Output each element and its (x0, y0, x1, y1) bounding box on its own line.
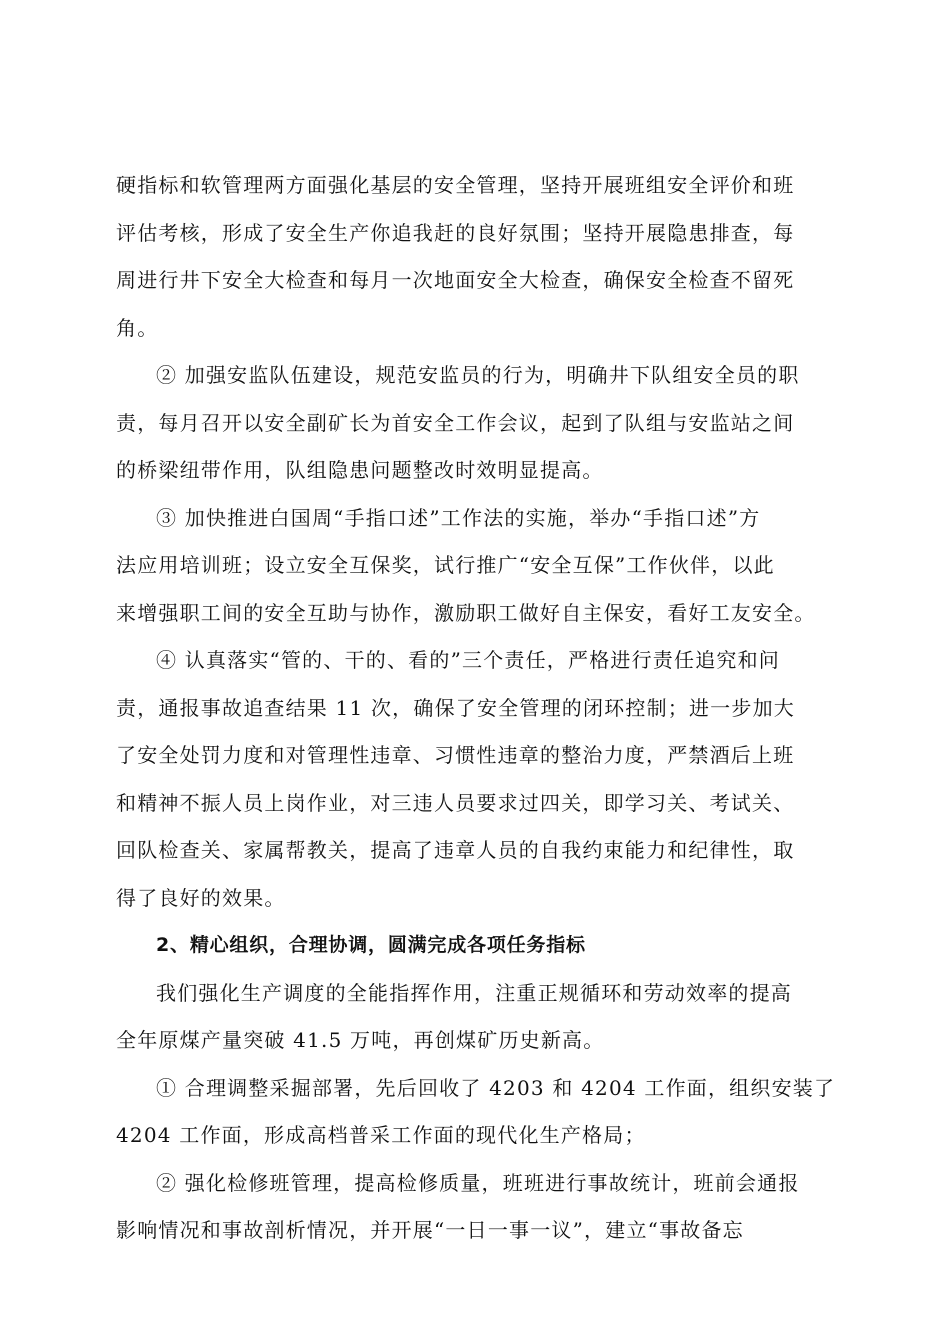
paragraph-item-3-start: ③ 加快推进白国周“手指口述”工作法的实施，举办“手指口述”方 (156, 505, 761, 530)
body-text-line: 得了良好的效果。 (116, 885, 286, 910)
body-text-line: 法应用培训班；设立安全互保奖，试行推广“安全互保”工作伙伴，以此 (116, 553, 775, 577)
body-text-line: 回队检查关、家属帮教关，提高了违章人员的自我约束能力和纪律性，取 (116, 838, 795, 862)
body-text-line: 4204 工作面，形成高档普采工作面的现代化生产格局； (116, 1123, 646, 1147)
body-text-line: 责，每月召开以安全副矿长为首安全工作会议，起到了队组与安监站之间 (116, 410, 795, 435)
body-text-line: 全年原煤产量突破 41.5 万吨，再创煤矿历史新高。 (116, 1028, 605, 1052)
body-text-line: 硬指标和软管理两方面强化基层的安全管理，坚持开展班组安全评价和班 (116, 173, 795, 197)
body-text-line: 了安全处罚力度和对管理性违章、习惯性违章的整治力度，严禁酒后上班 (116, 743, 795, 767)
body-text-line: 责，通报事故追查结果 11 次，确保了安全管理的闭环控制；进一步加大 (116, 695, 795, 720)
body-text-line: 影响情况和事故剖析情况，并开展“一日一事一议”，建立“事故备忘 (116, 1218, 744, 1242)
body-text-line: 的桥梁纽带作用，队组隐患问题整改时效明显提高。 (116, 458, 604, 482)
paragraph-item-2-start: ② 加强安监队伍建设，规范安监员的行为，明确井下队组安全员的职 (156, 363, 800, 387)
body-text-line: 角。 (116, 315, 159, 340)
body-text-line: 和精神不振人员上岗作业，对三违人员要求过四关，即学习关、考试关、 (116, 790, 795, 815)
body-text-line: 来增强职工间的安全互助与协作，激励职工做好自主保安，看好工友安全。 (116, 600, 816, 625)
body-text-line: 评估考核，形成了安全生产你追我赶的良好氛围；坚持开展隐患排查，每 (116, 220, 795, 245)
paragraph-item-4-start: ④ 认真落实“管的、干的、看的”三个责任，严格进行责任追究和问 (156, 648, 781, 672)
section-intro-line: 我们强化生产调度的全能指挥作用，注重正规循环和劳动效率的提高 (156, 980, 792, 1005)
section-heading: 2、精心组织，合理协调，圆满完成各项任务指标 (156, 934, 586, 956)
document-body (116, 162, 836, 1255)
body-text-line: 周进行井下安全大检查和每月一次地面安全大检查，确保安全检查不留死 (116, 268, 795, 292)
paragraph-item-2b-start: ② 强化检修班管理，提高检修质量，班班进行事故统计，班前会通报 (156, 1170, 800, 1195)
paragraph-item-1-start: ① 合理调整采掘部署，先后回收了 4203 和 4204 工作面，组织安装了 (156, 1075, 836, 1100)
